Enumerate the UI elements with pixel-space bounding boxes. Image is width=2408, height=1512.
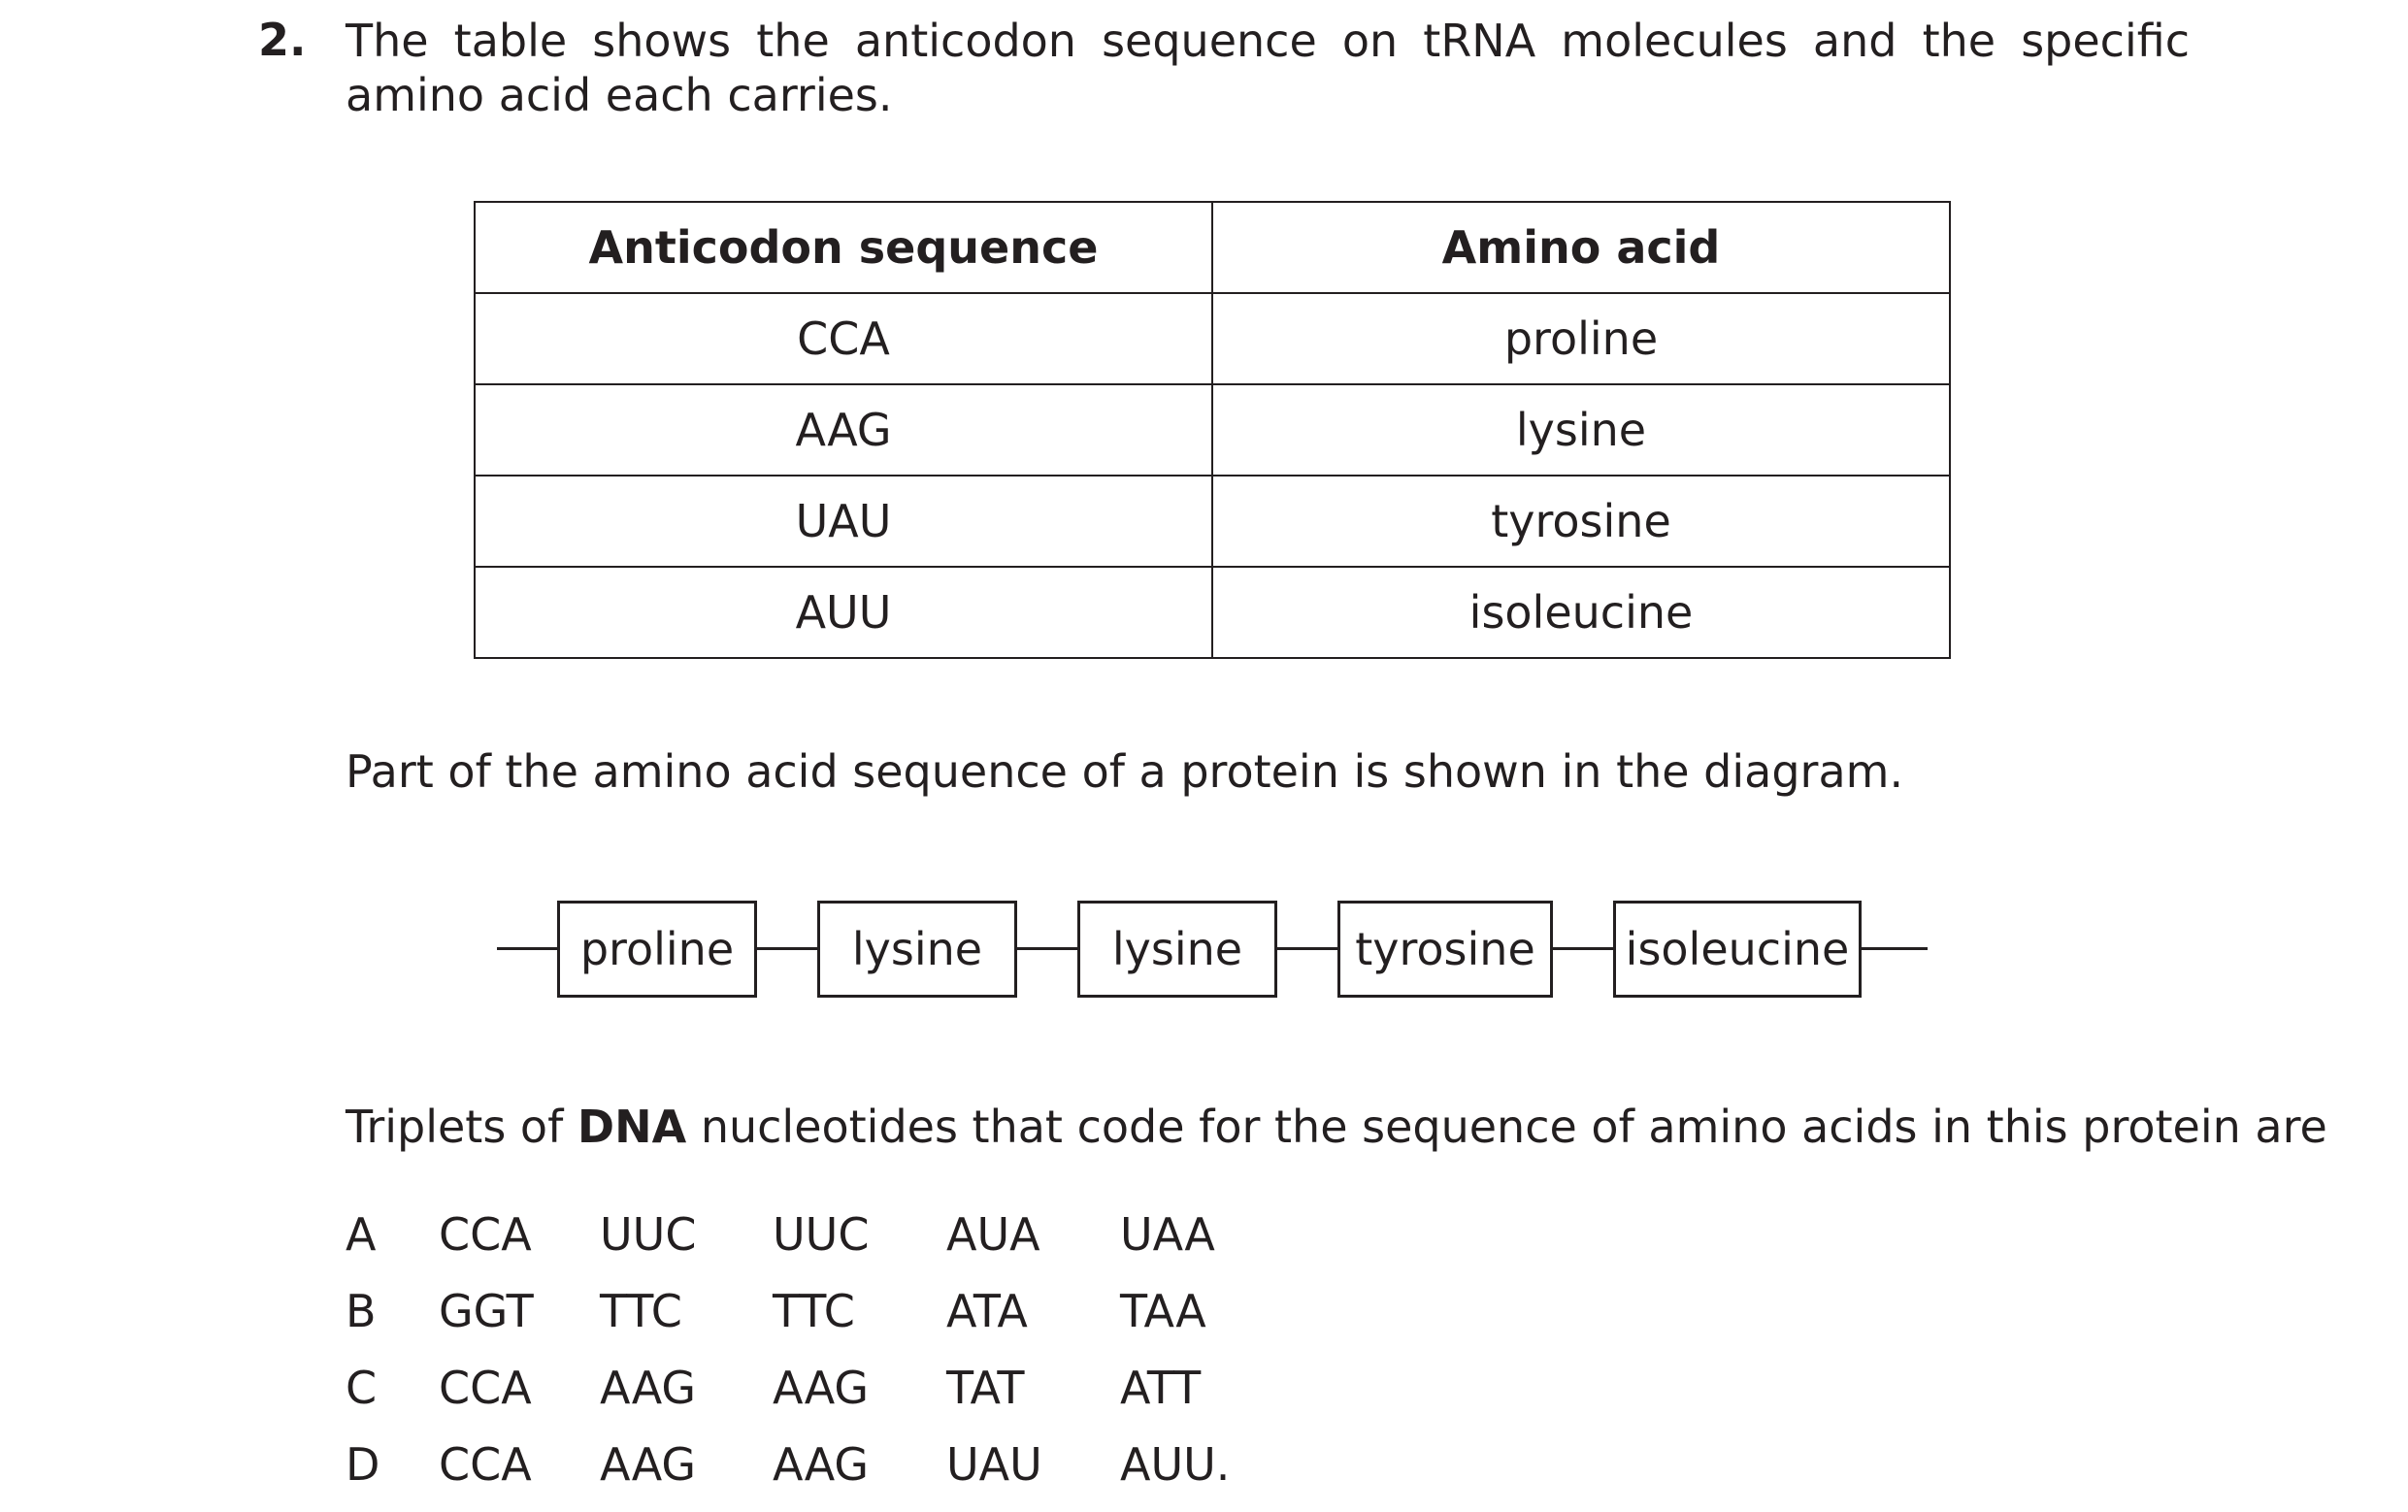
option-triplet: CCA <box>439 1438 532 1491</box>
option-triplet: AUA <box>946 1208 1040 1261</box>
amino-acid-box: tyrosine <box>1337 901 1553 998</box>
table-header-row <box>475 202 1950 293</box>
amino-acid-box: isoleucine <box>1613 901 1862 998</box>
amino-acid-box: lysine <box>817 901 1017 998</box>
amino-acid-cell: tyrosine <box>1212 476 1950 567</box>
option-triplet: ATT <box>1120 1362 1202 1414</box>
option-triplet: TAT <box>946 1362 1025 1414</box>
option-triplet: UAA <box>1120 1208 1215 1261</box>
option-triplet: AAG <box>600 1438 697 1491</box>
table-row <box>475 567 1950 658</box>
question-prompt <box>346 1101 2327 1153</box>
option-triplet: TTC <box>773 1285 855 1337</box>
table-row <box>475 476 1950 567</box>
prompt-text-before: Triplets of <box>346 1101 577 1153</box>
amino-acid-cell: proline <box>1212 293 1950 384</box>
option-triplet: GGT <box>439 1285 534 1337</box>
header-anticodon: Anticodon sequence <box>475 202 1212 293</box>
option-triplet: AAG <box>773 1438 870 1491</box>
option-triplet: AAG <box>600 1362 697 1414</box>
option-letter: A <box>346 1208 377 1261</box>
option-triplet: AUU. <box>1120 1438 1231 1491</box>
option-triplet: UUC <box>600 1208 697 1261</box>
amino-acid-chain-diagram <box>497 901 1928 996</box>
diagram-caption: Part of the amino acid sequence of a protein is shown in the diagram. <box>346 745 1904 798</box>
option-letter: C <box>346 1362 378 1414</box>
table-row <box>475 384 1950 476</box>
anticodon-table <box>474 201 1951 659</box>
prompt-text-after: nucleotides that code for the sequence of amino acids in this protein are <box>686 1101 2327 1153</box>
amino-acid-cell: lysine <box>1212 384 1950 476</box>
anticodon-cell: UAU <box>475 476 1212 567</box>
prompt-text-bold: DNA <box>577 1101 687 1153</box>
table-row <box>475 293 1950 384</box>
option-triplet: TTC <box>600 1285 682 1337</box>
option-triplet: AAG <box>773 1362 870 1414</box>
option-triplet: UUC <box>773 1208 870 1261</box>
option-triplet: ATA <box>946 1285 1028 1337</box>
amino-acid-box: proline <box>557 901 757 998</box>
question-number: 2. <box>258 14 307 66</box>
header-amino-acid: Amino acid <box>1212 202 1950 293</box>
option-triplet: CCA <box>439 1362 532 1414</box>
option-letter: B <box>346 1285 377 1337</box>
option-triplet: UAU <box>946 1438 1042 1491</box>
amino-acid-cell: isoleucine <box>1212 567 1950 658</box>
amino-acid-box: lysine <box>1077 901 1277 998</box>
option-triplet: TAA <box>1120 1285 1206 1337</box>
anticodon-cell: AAG <box>475 384 1212 476</box>
anticodon-cell: AUU <box>475 567 1212 658</box>
anticodon-cell: CCA <box>475 293 1212 384</box>
option-triplet: CCA <box>439 1208 532 1261</box>
option-letter: D <box>346 1438 380 1491</box>
question-intro: The table shows the anticodon sequence on tRNA molecules and the specific amino acid each carries. <box>346 15 2190 121</box>
